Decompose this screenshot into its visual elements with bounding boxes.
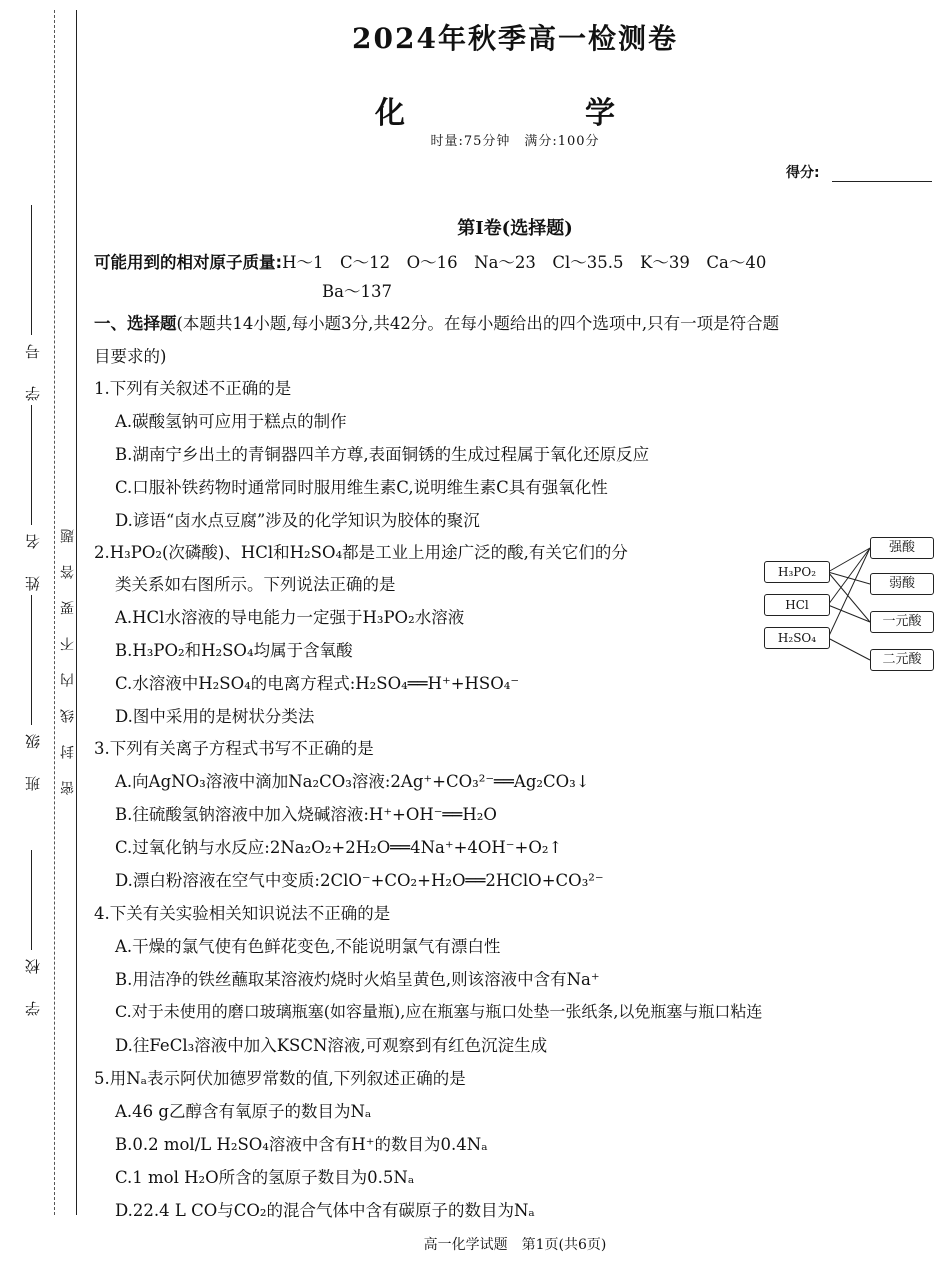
q4-option-a: A.干燥的氯气使有色鲜花变色,不能说明氯气有漂白性 bbox=[115, 937, 501, 956]
part-description: (本题共14小题,每小题3分,共42分。在每小题给出的四个选项中,只有一项是符合题 bbox=[176, 314, 780, 333]
monoprotic-acid-box: 一元酸 bbox=[870, 611, 934, 633]
q5-option-a: A.46 g乙醇含有氧原子的数目为Nₐ bbox=[115, 1102, 372, 1121]
question-3-stem: 3.下列有关离子方程式书写不正确的是 bbox=[94, 739, 374, 758]
section-title: 第Ⅰ卷(选择题) bbox=[457, 218, 573, 239]
q2-option-d: D.图中采用的是树状分类法 bbox=[115, 707, 315, 726]
binding-dashed-line bbox=[54, 10, 55, 1215]
question-2-stem: 2.H₃PO₂(次磷酸)、HCl和H₂SO₄都是工业上用途广泛的酸,有关它们的分 bbox=[94, 543, 628, 562]
q2-option-b: B.H₃PO₂和H₂SO₄均属于含氧酸 bbox=[115, 641, 353, 660]
atomic-mass-values-2: Ba～137 bbox=[322, 282, 392, 301]
school-label: 学 校 bbox=[24, 953, 42, 1016]
question-1-stem: 1.下列有关叙述不正确的是 bbox=[94, 379, 292, 398]
atomic-mass-label: 可能用到的相对原子质量: bbox=[94, 253, 283, 272]
q3-option-d: D.漂白粉溶液在空气中变质:2ClO⁻+CO₂+H₂O══2HClO+CO₃²⁻ bbox=[115, 871, 604, 890]
q1-option-d: D.谚语“卤水点豆腐”涉及的化学知识为胶体的聚沉 bbox=[115, 511, 480, 530]
student-id-label: 学 号 bbox=[24, 338, 42, 401]
acid-h2so4-box: H₂SO₄ bbox=[764, 627, 830, 649]
acid-h3po2-box: H₃PO₂ bbox=[764, 561, 830, 583]
class-blank[interactable] bbox=[31, 595, 32, 725]
exam-title: 2024年秋季高一检测卷 bbox=[352, 22, 678, 55]
q1-option-a: A.碳酸氢钠可应用于糕点的制作 bbox=[115, 412, 347, 431]
page-footer: 高一化学试题 第1页(共6页) bbox=[423, 1237, 607, 1253]
q5-option-b: B.0.2 mol/L H₂SO₄溶液中含有H⁺的数目为0.4Nₐ bbox=[115, 1135, 488, 1154]
class-label: 班 级 bbox=[24, 728, 42, 791]
q4-option-c: C.对于未使用的磨口玻璃瓶塞(如容量瓶),应在瓶塞与瓶口处垫一张纸条,以免瓶塞与瓶口粘连 bbox=[115, 1002, 763, 1021]
score-blank[interactable] bbox=[832, 181, 932, 182]
q2-option-c: C.水溶液中H₂SO₄的电离方程式:H₂SO₄══H⁺+HSO₄⁻ bbox=[115, 674, 520, 693]
strong-acid-box: 强酸 bbox=[870, 537, 934, 559]
q3-option-c: C.过氧化钠与水反应:2Na₂O₂+2H₂O══4Na⁺+4OH⁻+O₂↑ bbox=[115, 838, 563, 857]
connector-hcl-mono bbox=[828, 605, 870, 622]
subject-title: 化 学 bbox=[375, 96, 655, 131]
diprotic-acid-box: 二元酸 bbox=[870, 649, 934, 671]
acid-hcl-box: HCl bbox=[764, 594, 830, 616]
q2-option-a: A.HCl水溶液的导电能力一定强于H₃PO₂水溶液 bbox=[115, 608, 465, 627]
connector-h2so4-di bbox=[828, 638, 870, 660]
connector-h3po2-strong bbox=[828, 548, 870, 572]
atomic-mass-values: H～1 C～12 O～16 Na～23 Cl～35.5 K～39 Ca～40 bbox=[282, 253, 767, 272]
name-label: 姓 名 bbox=[24, 528, 42, 591]
q3-option-a: A.向AgNO₃溶液中滴加Na₂CO₃溶液:2Ag⁺+CO₃²⁻══Ag₂CO₃↓ bbox=[115, 772, 590, 791]
name-blank[interactable] bbox=[31, 405, 32, 525]
school-blank[interactable] bbox=[31, 850, 32, 950]
part-label: 一、选择题 bbox=[94, 314, 177, 333]
connector-h2so4-strong bbox=[828, 548, 870, 638]
time-score-info: 时量:75分钟 满分:100分 bbox=[430, 134, 600, 149]
q5-option-c: C.1 mol H₂O所含的氢原子数目为0.5Nₐ bbox=[115, 1168, 415, 1187]
question-2-stem-2: 类关系如右图所示。下列说法正确的是 bbox=[115, 575, 396, 594]
q1-option-b: B.湖南宁乡出土的青铜器四羊方尊,表面铜锈的生成过程属于氧化还原反应 bbox=[115, 445, 650, 464]
q4-option-d: D.往FeCl₃溶液中加入KSCN溶液,可观察到有红色沉淀生成 bbox=[115, 1036, 548, 1055]
part-description-2: 目要求的) bbox=[94, 347, 167, 366]
question-5-stem: 5.用Nₐ表示阿伏加德罗常数的值,下列叙述正确的是 bbox=[94, 1069, 466, 1088]
q1-option-c: C.口服补铁药物时通常同时服用维生素C,说明维生素C具有强氧化性 bbox=[115, 478, 608, 497]
q3-option-b: B.往硫酸氢钠溶液中加入烧碱溶液:H⁺+OH⁻══H₂O bbox=[115, 805, 497, 824]
weak-acid-box: 弱酸 bbox=[870, 573, 934, 595]
question-4-stem: 4.下关有关实验相关知识说法不正确的是 bbox=[94, 904, 391, 923]
seal-warning-text: 密封线内不要答题 bbox=[60, 507, 76, 795]
score-label: 得分: bbox=[786, 165, 820, 181]
connector-h3po2-weak bbox=[828, 572, 870, 584]
q5-option-d: D.22.4 L CO与CO₂的混合气体中含有碳原子的数目为Nₐ bbox=[115, 1201, 535, 1220]
q4-option-b: B.用洁净的铁丝蘸取某溶液灼烧时火焰呈黄色,则该溶液中含有Na⁺ bbox=[115, 970, 600, 989]
